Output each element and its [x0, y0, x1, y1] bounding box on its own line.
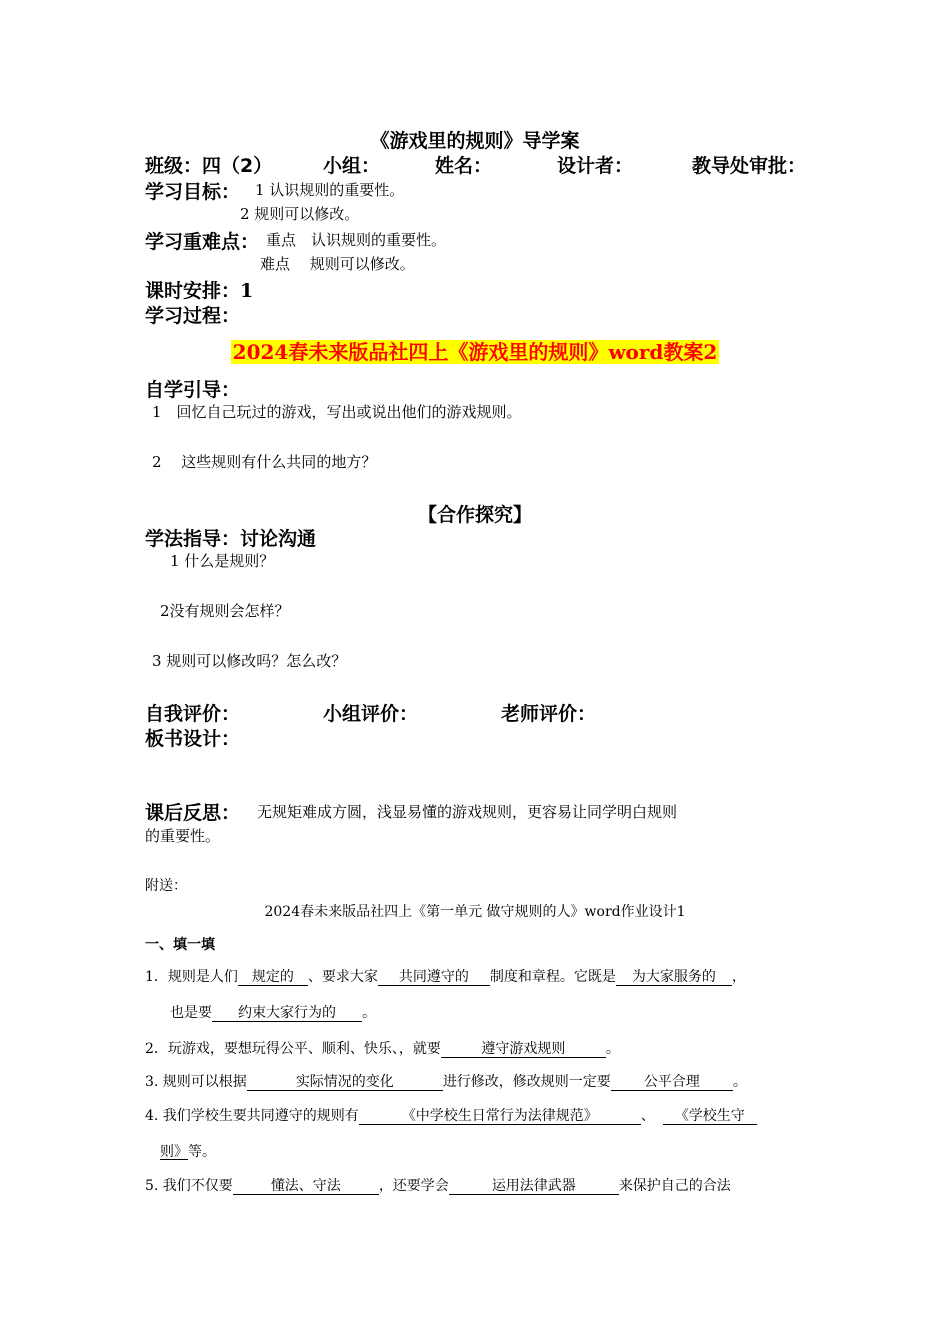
fill-text: 1．规则是人们 — [145, 969, 238, 985]
schedule-label-text: 课时安排： — [145, 280, 241, 302]
fill-text: 也是要 — [170, 1005, 212, 1021]
fill-text: 进行修改，修改规则一定要 — [442, 1074, 611, 1090]
fill-answer: 共同遵守的 — [378, 970, 490, 986]
fill-line-4 — [145, 1105, 757, 1125]
fill-text: 。 — [362, 1005, 376, 1021]
key-point: 重点 认识规则的重要性。 — [266, 231, 447, 249]
fill-text: 制度和章程。它既是 — [489, 969, 616, 985]
fill-text: 。 — [605, 1041, 620, 1057]
group-label: 小组： — [323, 155, 381, 177]
self-study-label: 自学引导： — [145, 379, 241, 401]
coop-title: 【合作探究】 — [417, 504, 532, 526]
fill-answer: 实际情况的变化 — [247, 1075, 443, 1091]
banner — [0, 336, 950, 365]
difficulty-point: 难点 规则可以修改。 — [260, 255, 415, 273]
process-label: 学习过程： — [145, 305, 241, 327]
teacher-eval-label: 老师评价： — [501, 703, 597, 725]
fill-line-1 — [145, 966, 746, 986]
name-label: 姓名： — [435, 155, 493, 177]
designer-label: 设计者： — [557, 155, 634, 177]
appendix-label: 附送： — [145, 878, 187, 894]
fill-text: 来保护自己的合法 — [618, 1178, 731, 1194]
group-eval-label: 小组评价： — [323, 703, 419, 725]
appendix-section: 一、填一填 — [145, 937, 215, 953]
method-q1: 1 什么是规则？ — [170, 552, 275, 570]
goal-item-2: 2 规则可以修改。 — [240, 205, 360, 223]
fill-text: 、要求大家 — [307, 969, 378, 985]
page-title: 《游戏里的规则》导学案 — [370, 130, 580, 152]
fill-answer: 约束大家行为的 — [212, 1006, 362, 1022]
key-points-label: 学习重难点： — [145, 231, 260, 253]
fill-answer: 为大家服务的 — [616, 970, 732, 986]
method-label: 学法指导：讨论沟通 — [145, 528, 317, 550]
fill-line-5 — [145, 1175, 731, 1195]
banner-text: 2024春未来版品社四上《游戏里的规则》word教案2 — [232, 340, 718, 364]
fill-text: 5. 我们不仅要 — [145, 1178, 233, 1194]
approval-label: 教导处审批： — [692, 155, 807, 177]
fill-text: 3. 规则可以根据 — [145, 1074, 247, 1090]
reflection-text-1: 无规矩难成方圆，浅显易懂的游戏规则，更容易让同学明白规则 — [257, 803, 678, 821]
self-eval-label: 自我评价： — [145, 703, 241, 725]
fill-answer: 规定的 — [238, 970, 308, 986]
fill-answer: 遵守游戏规则 — [441, 1042, 606, 1058]
fill-text: 等。 — [188, 1144, 216, 1160]
method-q3: 3 规则可以修改吗？怎么改？ — [152, 652, 347, 670]
fill-text: 2．玩游戏，要想玩得公平、顺利、快乐、，就要 — [145, 1041, 441, 1057]
fill-line-4b — [160, 1141, 216, 1161]
fill-answer: 懂法、守法 — [233, 1179, 379, 1195]
reflection-text-2: 的重要性。 — [145, 827, 221, 845]
fill-text: 、 — [640, 1108, 655, 1124]
fill-line-1b — [170, 1002, 376, 1022]
appendix-title: 2024春未来版品社四上《第一单元 做守规则的人》word作业设计1 — [264, 904, 686, 920]
fill-answer: 《中学校生日常行为法律规范》 — [359, 1109, 641, 1125]
fill-text: 。 — [732, 1074, 747, 1090]
fill-answer: 运用法律武器 — [449, 1179, 619, 1195]
board-label: 板书设计： — [145, 728, 241, 750]
goal-item-1: 1 认识规则的重要性。 — [255, 181, 405, 199]
fill-answer: 《学校生守 — [663, 1109, 757, 1125]
schedule-label — [145, 276, 253, 303]
self-study-q1: 1 回忆自己玩过的游戏，写出或说出他们的游戏规则。 — [152, 403, 522, 421]
self-study-q2: 2 这些规则有什么共同的地方？ — [152, 453, 377, 471]
fill-line-2 — [145, 1038, 620, 1058]
schedule-value: 1 — [240, 280, 254, 302]
fill-line-3 — [145, 1071, 747, 1091]
fill-answer: 则》 — [160, 1144, 188, 1160]
fill-text: 4. 我们学校生要共同遵守的规则有 — [145, 1108, 359, 1124]
goals-label: 学习目标： — [145, 181, 241, 203]
fill-text: ，还要学会 — [378, 1178, 449, 1194]
fill-answer: 公平合理 — [611, 1075, 733, 1091]
method-q2: 2没有规则会怎样？ — [160, 602, 290, 620]
reflection-label: 课后反思： — [145, 802, 241, 824]
fill-text: ， — [731, 969, 746, 985]
class-label: 班级：四（2） — [145, 155, 273, 177]
